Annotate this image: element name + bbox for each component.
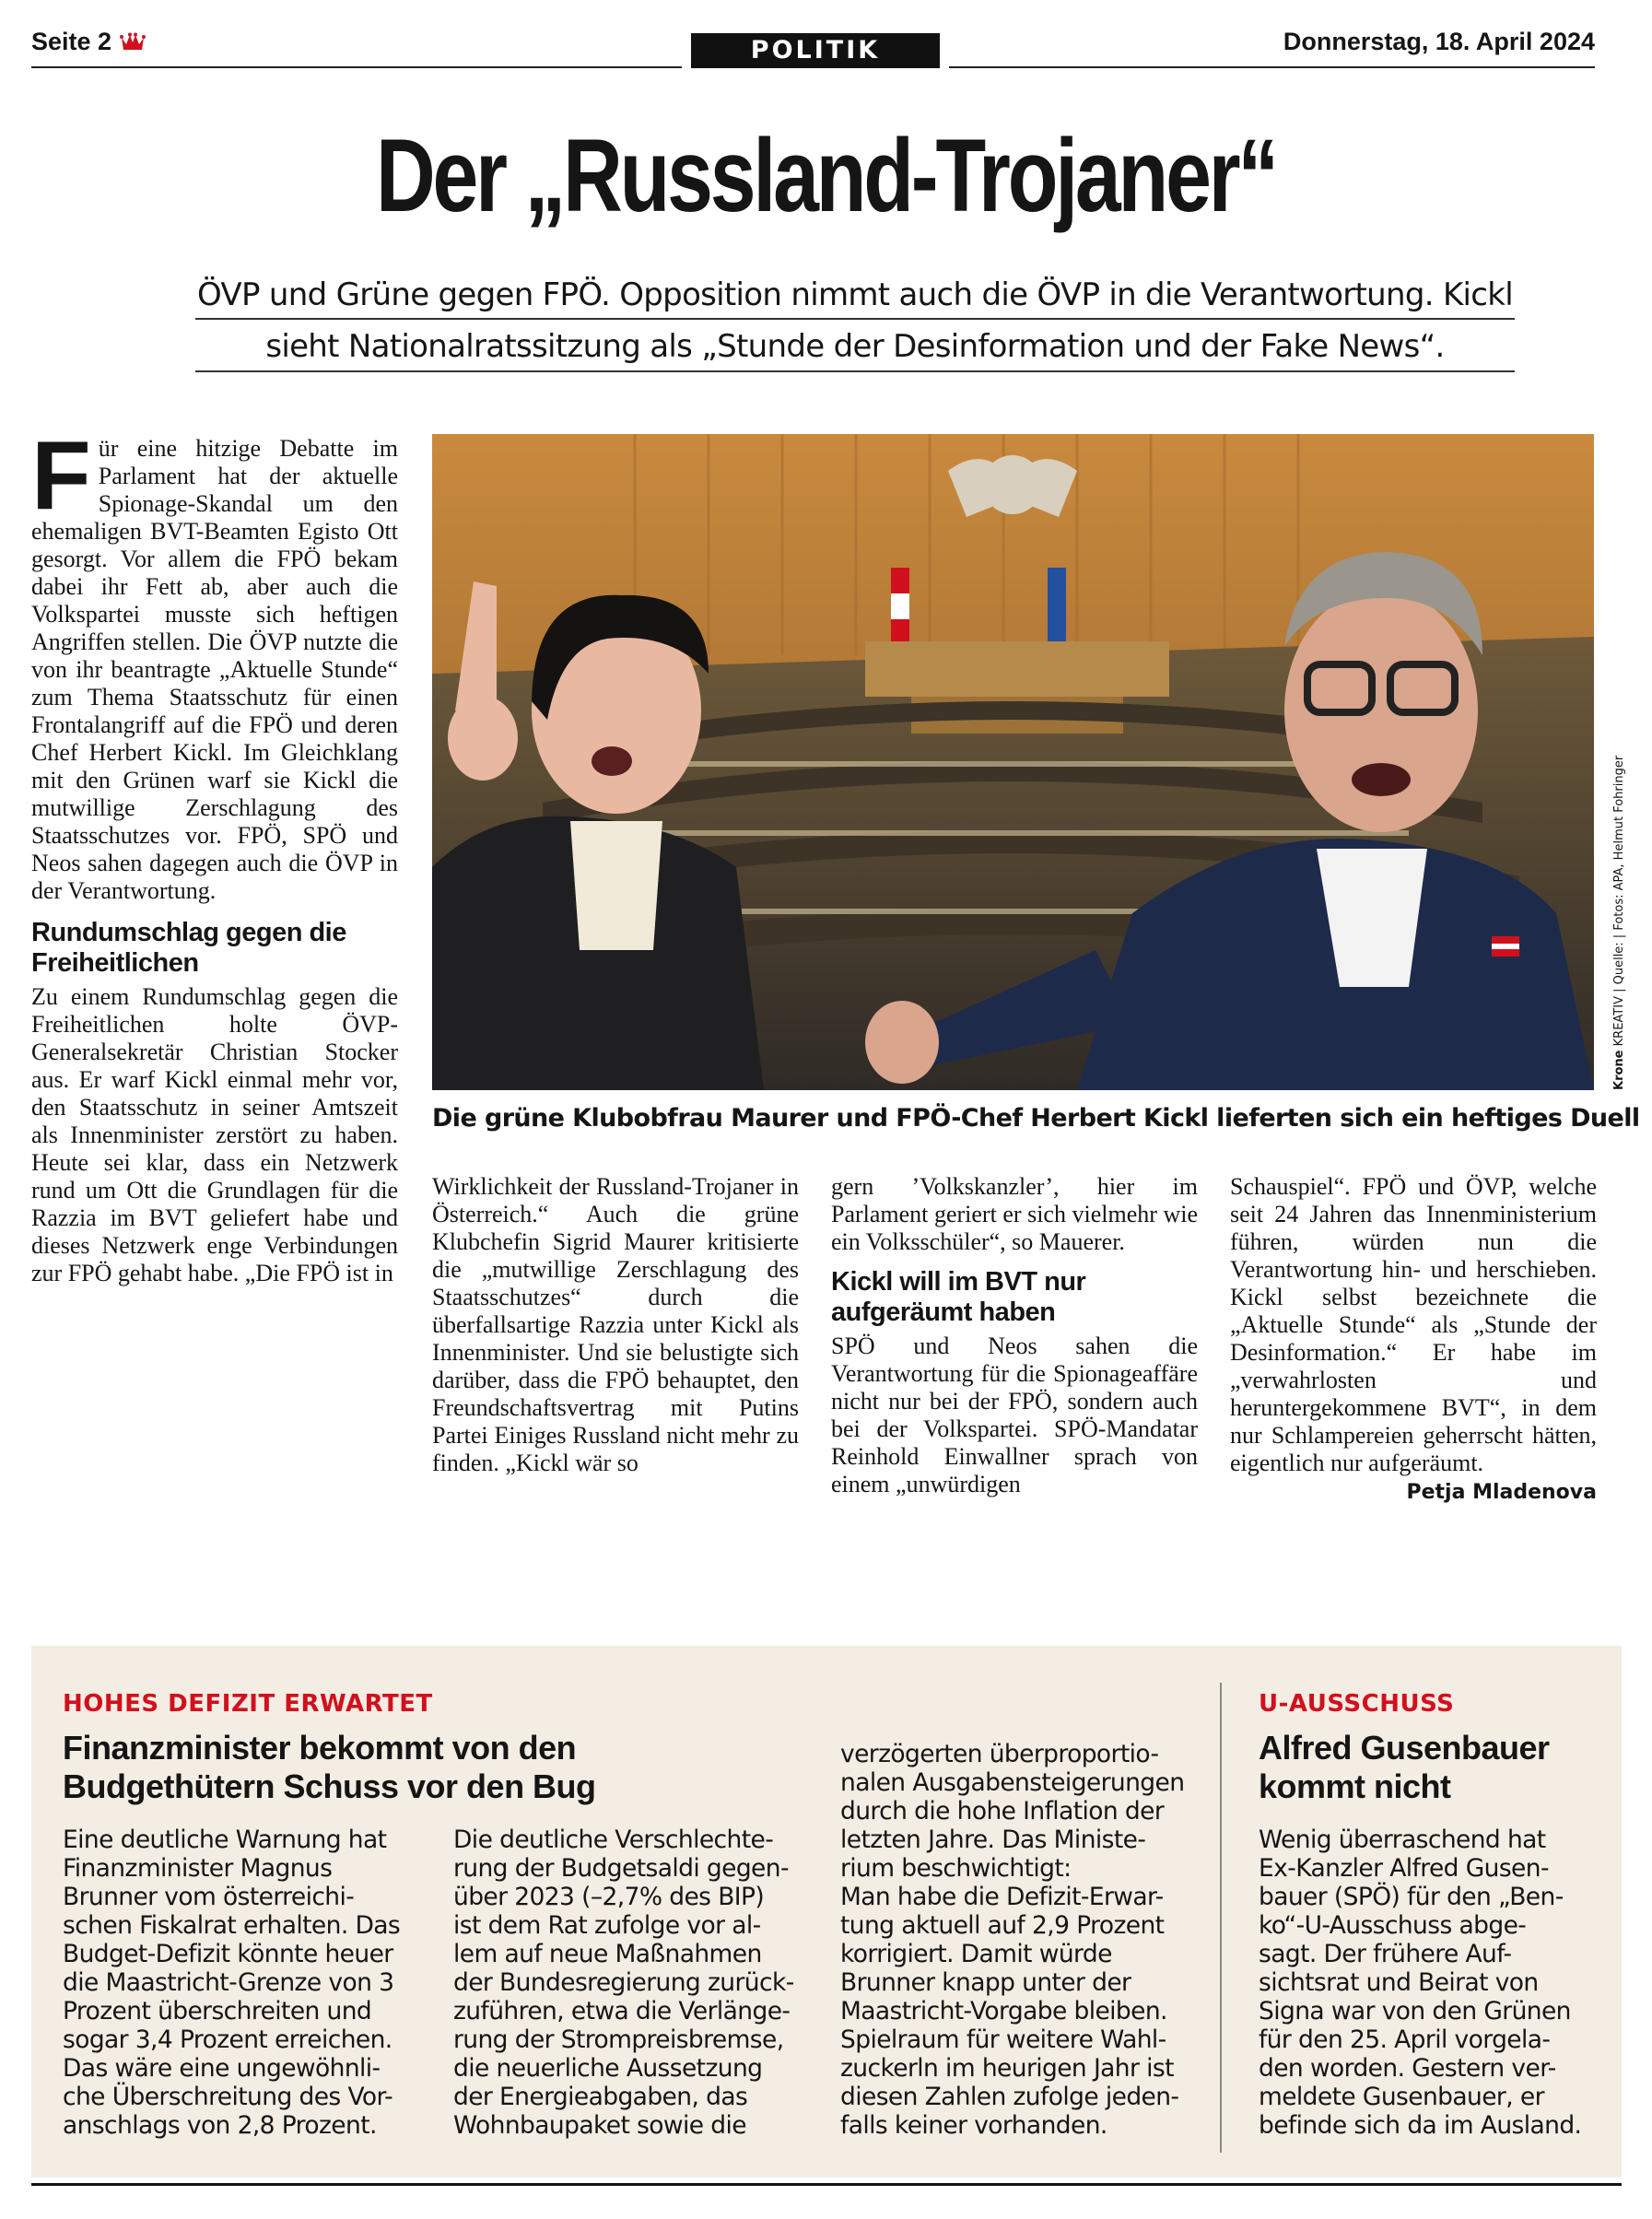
bottom-rule (31, 2183, 1622, 2186)
defizit-col1-line: Eine deutliche Warnung hat (63, 1826, 387, 1854)
column-4-body: Schauspiel“. FPÖ und ÖVP, welche seit 24 Jahren das Innenministerium führen, würden nun die Verantwortung hin- und herschieben. Kickl selbst bezeichnete die „Aktuelle Stunde“ als „Stunde der Desinformation.“ Er habe im „verwahrlosten und heruntergekommene BVT“, in dem nur Schlampereien geherrscht hätten, eigentlich nur aufgeräumt. (1230, 1173, 1597, 1476)
headline-gusenbauer (1259, 1729, 1550, 1806)
column-3 (831, 1173, 1198, 1498)
page-number (31, 28, 146, 56)
box-divider (1220, 1683, 1222, 2153)
defizit-col1-line: Prozent überschreiten und (63, 1997, 372, 2025)
column-1-text: Zu einem Rundumschlag gegen die Freiheitlichen holte ÖVP-Generalsekretär Christian Stocker aus. Er warf Kickl einmal mehr vor, den Staatsschutz in seiner Amtszeit als Innenminister zerstört zu haben. Heute sei klar, dass ein Netzwerk rund um Ott die Grundlagen für die Razzia im BVT geliefert habe und dieses Netzwerk enge Verbindungen zur FPÖ gehabt habe. „Die FPÖ ist in (31, 983, 398, 1286)
photo-caption: Die grüne Klubobfrau Maurer und FPÖ-Chef Herbert Kickl lieferten sich ein heftiges Duell (432, 1104, 1640, 1133)
photo-credit (1612, 756, 1626, 1090)
defizit-col2-line: Die deutliche Verschlechte- (453, 1826, 774, 1854)
defizit-col3-line: Spielraum für weitere Wahl- (840, 2025, 1166, 2054)
defizit-col3-line: korrigiert. Damit würde (840, 1940, 1112, 1968)
defizit-col1-line: Budget-Defizit könnte heuer (63, 1940, 393, 1968)
subheadline-line-2: sieht Nationalratssitzung als „Stunde der Desinformation und der Fake News“. (265, 328, 1445, 365)
column-2 (432, 1173, 799, 1477)
gusenbauer-col-line: befinde sich da im Ausland. (1259, 2111, 1582, 2140)
kicker-defizit: HOHES DEFIZIT ERWARTET (63, 1690, 433, 1718)
lede-text: ür eine hitzige Debatte im Parlament hat der aktuelle Spionage-Skandal um den ehemaligen BVT-Beamten Egisto Ott gesorgt. Vor allem die FPÖ bekam dabei ihr Fett ab, aber auch die Volkspartei musste sich heftigen Angriffen stellen. Die ÖVP nutzte die von ihr beantragte „Aktuelle Stunde“ zum Thema Staatsschutz für einen Frontalangriff auf die FPÖ und deren Chef Herbert Kickl. Im Gleichklang mit den Grünen warf sie Kickl die mutwillige Zerschlagung des Staatsschutzes vor. FPÖ, SPÖ und Neos sahen dagegen auch die ÖVP in der Verantwortung. (31, 435, 398, 904)
defizit-col3-line: rium beschwichtigt: (840, 1854, 1072, 1883)
defizit-col3-line: Man habe die Defizit-Erwar- (840, 1883, 1164, 1911)
header-rule-right (949, 66, 1595, 68)
defizit-col3-line: Maastricht-Vorgabe bleiben. (840, 1997, 1167, 2025)
defizit-col2-line: lem auf neue Maßnahmen (453, 1940, 762, 1968)
headline-gusenbauer-line-1: Alfred Gusenbauer (1259, 1729, 1550, 1767)
defizit-col1-line: sogar 3,4 Prozent erreichen. (63, 2025, 392, 2054)
defizit-col1-line: Brunner vom österreichi- (63, 1883, 355, 1911)
gusenbauer-col-line: für den 25. April vorgela- (1259, 2025, 1551, 2054)
headline-finanzminister (63, 1729, 596, 1806)
defizit-col2-line: zuführen, etwa die Verlänge- (453, 1997, 791, 2025)
subheadline-rule-2 (195, 370, 1515, 372)
kicker-u-ausschuss: U-AUSSCHUSS (1259, 1690, 1455, 1718)
section-tag: POLITIK (691, 33, 940, 68)
column-3-text-a: gern ’Volkskanzler’, hier im Parlament geriert er sich vielmehr wie ein Volksschüler“, so Mauerer. (831, 1173, 1198, 1255)
defizit-col3-line: letzten Jahre. Das Ministe- (840, 1826, 1146, 1854)
headline-finanzminister-line-1: Finanzminister bekommt von den (63, 1729, 577, 1767)
article-photo (432, 434, 1594, 1090)
defizit-col2-line: rung der Budgetsaldi gegen- (453, 1854, 789, 1883)
eagle-emblem-icon (948, 455, 1077, 517)
issue-date: Donnerstag, 18. April 2024 (1283, 28, 1595, 55)
defizit-col3-line: durch die hohe Inflation der (840, 1797, 1165, 1826)
defizit-col3-line: falls keiner vorhanden. (840, 2111, 1107, 2140)
gusenbauer-col-line: sichtsrat und Beirat von (1259, 1968, 1539, 1997)
defizit-col1-line: anschlags von 2,8 Prozent. (63, 2111, 377, 2140)
lede-column (31, 421, 398, 1287)
author-byline: Petja Mladenova (1406, 1481, 1597, 1504)
gusenbauer-col-line: Signa war von den Grünen (1259, 1997, 1571, 2025)
gusenbauer-col-line: Wenig überraschend hat (1259, 1826, 1546, 1854)
defizit-col1-line: die Maastricht-Grenze von 3 (63, 1968, 394, 1997)
drop-cap: F (31, 421, 91, 530)
page-label: Seite 2 (31, 28, 112, 55)
defizit-col2-line: über 2023 (–2,7% des BIP) (453, 1883, 765, 1911)
defizit-col2-line: der Bundesregierung zurück- (453, 1968, 794, 1997)
defizit-col1-line: schen Fiskalrat erhalten. Das (63, 1911, 401, 1940)
gusenbauer-col-line: den worden. Gestern ver- (1259, 2054, 1556, 2083)
subhead-kickl: Kickl will im BVT nur aufgeräumt haben (831, 1267, 1086, 1327)
defizit-col3-line: zuckerln im heurigen Jahr ist (840, 2054, 1174, 2083)
defizit-col3-line: nalen Ausgabensteigerungen (840, 1768, 1185, 1797)
defizit-col2-line: die neuerliche Aussetzung (453, 2054, 763, 2083)
column-4 (1230, 1173, 1597, 1504)
defizit-col2-line: rung der Strompreisbremse, (453, 2025, 784, 2054)
parliament-photo-illustration (432, 434, 1594, 1090)
defizit-column-1 (63, 1826, 400, 2140)
headline-gusenbauer-line-2: kommt nicht (1259, 1767, 1451, 1805)
credit-brand: Krone (1612, 1050, 1626, 1090)
defizit-col1-line: Finanzminister Magnus (63, 1854, 333, 1883)
subheadline-rule-1 (195, 318, 1515, 320)
headline: Der „Russland-Trojaner“ (376, 118, 1276, 233)
header-rule-left (31, 66, 682, 68)
crown-icon (120, 32, 146, 53)
gusenbauer-col-line: Ex-Kanzler Alfred Gusen- (1259, 1854, 1549, 1883)
gusenbauer-col-line: meldete Gusenbauer, er (1259, 2083, 1544, 2111)
defizit-col3-line: diesen Zahlen zufolge jeden- (840, 2083, 1179, 2111)
defizit-col2-line: der Energieabgaben, das (453, 2083, 748, 2111)
credit-text: KREATIV | Quelle: | Fotos: APA, Helmut Fohringer (1612, 755, 1626, 1047)
column-3-text-b: SPÖ und Neos sahen die Verantwortung für die Spionageaffäre nicht nur bei der FPÖ, sondern auch bei der Volkspartei. SPÖ-Mandatar Reinhold Einwallner sprach von einem „unwürdigen (831, 1333, 1198, 1497)
column-2-text: Wirklichkeit der Russland-Trojaner in Österreich.“ Auch die grüne Klubchefin Sigrid Maurer kritisierte die „mutwillige Zerschlagung des Staatsschutzes“ durch die überfallsartige Razzia unter Kickl als Innenminister. Und sie belustigte sich darüber, dass die FPÖ behauptet, den Freundschaftsvertrag mit Putins Partei Einiges Russland nicht mehr zu finden. „Kickl wär so (432, 1173, 799, 1476)
defizit-column-3 (840, 1740, 1184, 2140)
subhead-rundumschlag: Rundumschlag gegen die Freiheitlichen (31, 918, 346, 978)
defizit-col1-line: Das wäre eine ungewöhnli- (63, 2054, 381, 2083)
gusenbauer-col-line: ko“-U-Ausschuss abge- (1259, 1911, 1527, 1940)
subheadline-line-1: ÖVP und Grüne gegen FPÖ. Opposition nimmt auch die ÖVP in die Verantwortung. Kickl (196, 276, 1514, 313)
gusenbauer-col-line: bauer (SPÖ) für den „Ben- (1259, 1883, 1564, 1911)
defizit-col2-line: Wohnbaupaket sowie die (453, 2111, 746, 2140)
lede-paragraph (31, 421, 398, 905)
column-4-text (1230, 1173, 1597, 1504)
defizit-col3-line: Brunner knapp unter der (840, 1968, 1131, 1997)
defizit-col3-line: verzögerten überproportio- (840, 1740, 1159, 1768)
headline-finanzminister-line-2: Budgethütern Schuss vor den Bug (63, 1767, 596, 1805)
defizit-col1-line: che Überschreitung des Vor- (63, 2083, 393, 2111)
defizit-column-2 (453, 1826, 794, 2140)
defizit-col2-line: ist dem Rat zufolge vor al- (453, 1911, 761, 1940)
gusenbauer-column (1259, 1826, 1581, 2140)
gusenbauer-col-line: sagt. Der frühere Auf- (1259, 1940, 1512, 1968)
defizit-col3-line: tung aktuell auf 2,9 Prozent (840, 1911, 1165, 1940)
